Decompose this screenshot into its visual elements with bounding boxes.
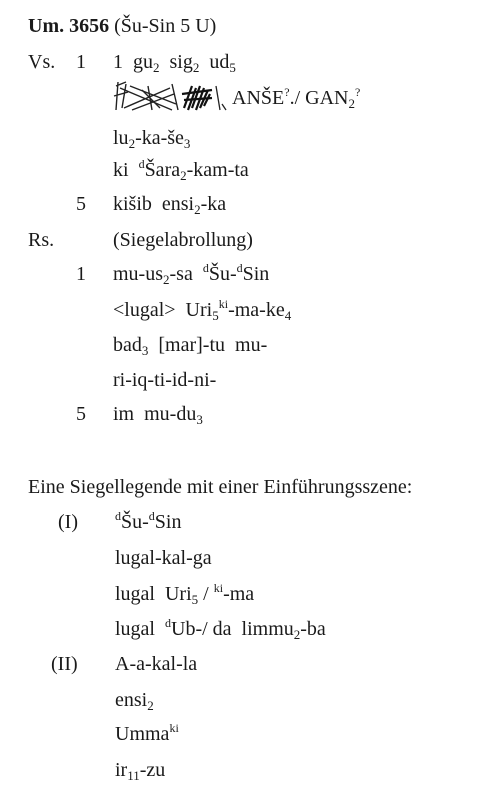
seal-panel-label: (I) (58, 511, 78, 533)
document-title (28, 14, 216, 38)
seal-impression-note: (Siegelabrollung) (113, 229, 253, 251)
translit-line: im $mu-du_3$ (113, 403, 203, 427)
line-number: 1 (76, 51, 86, 73)
seal-line: ensi$_2$ (115, 689, 154, 713)
translit-line: kišib ensi$_2$-ka (113, 193, 227, 217)
seal-panel-label: (II) (51, 653, 78, 675)
seal-line: Umma$^{ki}$ (115, 721, 179, 745)
seal-line: lugal Uri$_5$ / $^{ki}$-ma (115, 581, 255, 607)
reverse-label: Rs. (28, 229, 55, 251)
translit-line: $lu_2-ka-še_3$ (113, 127, 191, 151)
seal-line: A-a-kal-la (115, 653, 198, 675)
line-number: 5 (76, 403, 86, 425)
cuneiform-sketch-icon (112, 80, 230, 114)
tablet-id: Um. 3656 (28, 15, 110, 37)
line-number: 5 (76, 193, 86, 215)
translit-line: 1 $gu_2$ sig$_2$ $ud_5$ (113, 51, 236, 75)
seal-legend-heading: Eine Siegellegende mit einer Einführungsszene: (28, 476, 413, 498)
obverse-label: Vs. (28, 51, 56, 73)
translit-line: ki $^d$Šara$_2$-kam-ta (113, 157, 249, 183)
line-number: 1 (76, 263, 86, 285)
translit-line: bad$_3$ [mar]-tu mu- (113, 334, 268, 358)
translit-line: $mu-us_2-sa$ $^d$Šu-$^d$Sin (113, 261, 270, 287)
seal-line: $ir_{11}-zu$ (115, 759, 166, 783)
seal-line: lugal-kal-ga (115, 547, 212, 569)
translit-line: <lugal> $Uri_5^{ki}-ma-ke_4$ (113, 297, 292, 323)
tablet-date: (Šu-Sin 5 U) (109, 15, 217, 37)
translit-line: ANŠE?./ $GAN_2^?$ (232, 85, 361, 111)
translit-line: ri-iq-ti-id-ni- (113, 369, 217, 391)
seal-line: $^d$Šu-$^d$Sin (115, 509, 182, 533)
seal-line: lugal $^d$Ub-/ da limmu$_2$-ba (115, 616, 326, 642)
